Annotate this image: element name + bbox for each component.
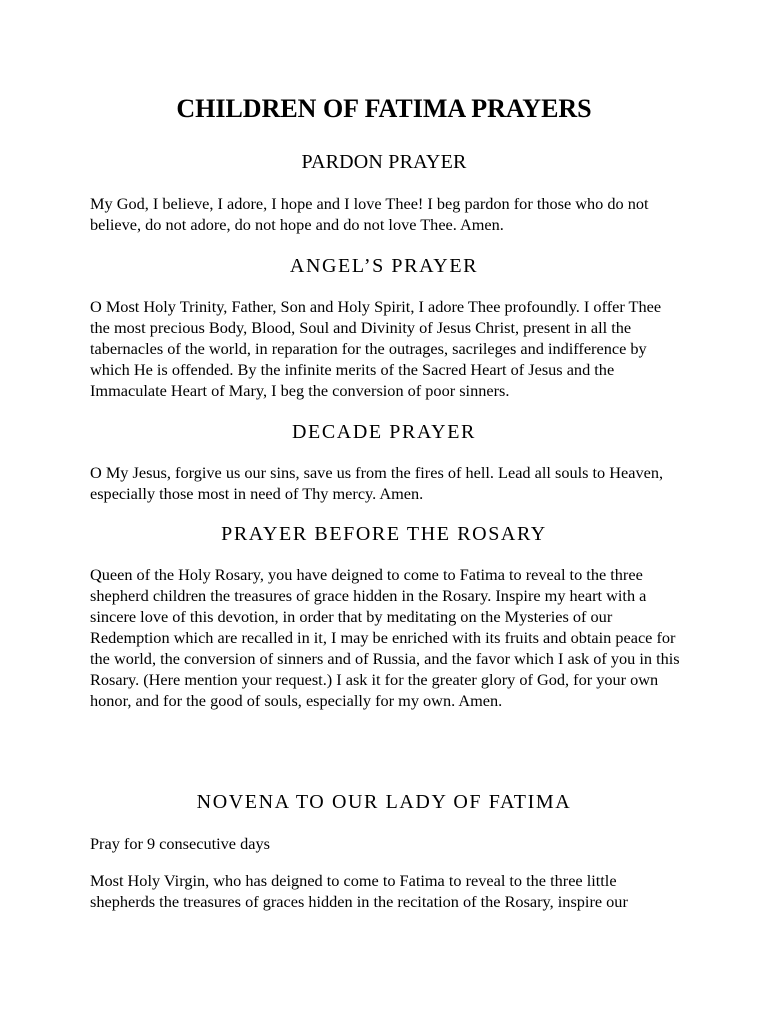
angels-prayer-text: O Most Holy Trinity, Father, Son and Holy Spirit, I adore Thee profoundly. I offer Thee the most precious Body, Blood, Soul and Divinity of Jesus Christ, present in all the tabernacles of the world, in reparation for the outrages, sacrileges and indifference by which He is offended. By the infinite merits of the Sacred Heart of Jesus and the Immaculate Heart of Mary, I beg the conversion of poor sinners. — [90, 297, 662, 400]
novena-text: Most Holy Virgin, who has deigned to come to Fatima to reveal to the three little shepherds the treasures of graces hidden in the recitation of the Rosary, inspire our — [90, 871, 628, 911]
novena-heading: NOVENA TO OUR LADY OF FATIMA — [196, 791, 572, 813]
document-title: CHILDREN OF FATIMA PRAYERS — [176, 94, 592, 123]
pardon-prayer-heading: PARDON PRAYER — [301, 151, 467, 173]
pardon-prayer-text: My God, I believe, I adore, I hope and I love Thee! I beg pardon for those who do not believe, do not adore, do not hope and do not love Thee. Amen. — [90, 194, 649, 234]
novena-intro: Pray for 9 consecutive days — [90, 834, 270, 853]
decade-prayer-text: O My Jesus, forgive us our sins, save us from the fires of hell. Lead all souls to Heaven, especially those most in need of Thy mercy. Amen. — [90, 463, 664, 503]
prayer-before-rosary-text: Queen of the Holy Rosary, you have deigned to come to Fatima to reveal to the three shepherd children the treasures of grace hidden in the Rosary. Inspire my heart with a sincere love of this devotion, in order that by meditating on the Mysteries of our Redemption which are recalled in it, I may be enriched with its fruits and obtain peace for the world, the conversion of sinners and of Russia, and the favor which I ask of you in this Rosary. (Here mention your request.) I ask it for the greater glory of God, for your own honor, and for the good of souls, especially for my own. Amen. — [90, 565, 680, 710]
decade-prayer-heading: DECADE PRAYER — [292, 421, 476, 443]
prayer-before-rosary-heading: PRAYER BEFORE THE ROSARY — [221, 523, 547, 545]
angels-prayer-heading: ANGEL’S PRAYER — [289, 255, 479, 277]
